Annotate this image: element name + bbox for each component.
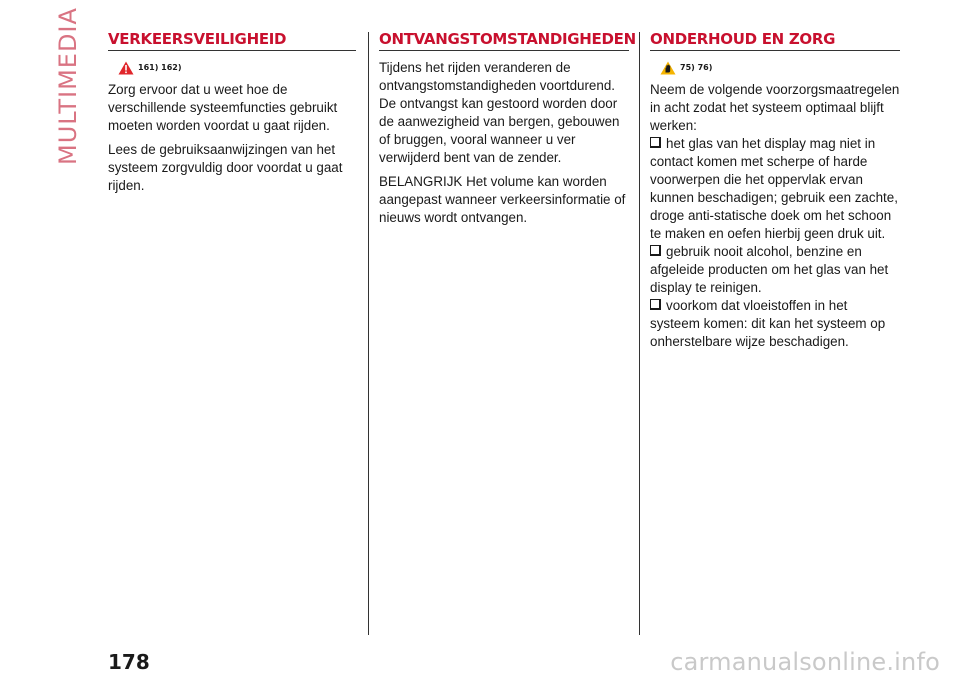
heading-onderhoud-en-zorg: ONDERHOUD EN ZORG [650,30,900,51]
warning-reference [118,59,356,77]
column-divider [368,32,369,635]
paragraph: Zorg ervoor dat u weet hoe de verschillende systeemfuncties gebruikt moeten worden voordat u gaat rijden. [108,82,338,133]
list-item-text: gebruik nooit alcohol, benzine en afgeleide producten om het glas van het display te reinigen. [650,244,889,295]
checkbox-bullet-icon [650,137,661,148]
column-ontvangstomstandigheden [379,30,636,233]
caution-reference [660,59,900,77]
list-item-text: het glas van het display mag niet in contact komen met scherpe of harde voorwerpen die het oppervlak ervan kunnen beschadigen; gebruik een zachte, droge anti-statische doek om het schoon te maken en oefen hierbij geen druk uit. [650,136,898,241]
caution-hand-icon [660,61,676,75]
column-divider [639,32,640,635]
column-onderhoud-en-zorg [650,30,900,351]
heading-verkeersveiligheid: VERKEERSVEILIGHEID [108,30,356,51]
watermark: carmanualsonline.info [670,648,940,676]
list-item [650,135,900,243]
heading-ontvangstomstandigheden: ONTVANGSTOMSTANDIGHEDEN [379,30,629,51]
checkbox-bullet-icon [650,299,661,310]
paragraph: BELANGRIJK Het volume kan worden aangepast wanneer verkeersinformatie of nieuws wordt ontvangen. [379,174,626,225]
paragraph: Tijdens het rijden veranderen de ontvangstomstandigheden voortdurend. De ontvangst kan gestoord worden door de aanwezigheid van bergen, gebouwen of bruggen, vooral wanneer u ver verwijderd bent van de zender. [379,60,620,165]
intro-paragraph: Neem de volgende voorzorgsmaatregelen in acht zodat het systeem optimaal blijft werken: [650,82,900,133]
list-item [650,297,900,351]
list-item [650,243,900,297]
caution-refs: 75) 76) [680,63,713,72]
list-item-text: voorkom dat vloeistoffen in het systeem komen: dit kan het systeem op onherstelbare wijze beschadigen. [650,298,886,349]
checkbox-bullet-icon [650,245,661,256]
warning-refs: 161) 162) [138,63,182,72]
section-side-label: MULTIMEDIA [54,7,82,165]
warning-triangle-icon [118,61,134,75]
paragraph: Lees de gebruiksaanwijzingen van het systeem zorgvuldig door voordat u gaat rijden. [108,142,343,193]
column-verkeersveiligheid [108,30,356,201]
page-number: 178 [108,650,150,674]
